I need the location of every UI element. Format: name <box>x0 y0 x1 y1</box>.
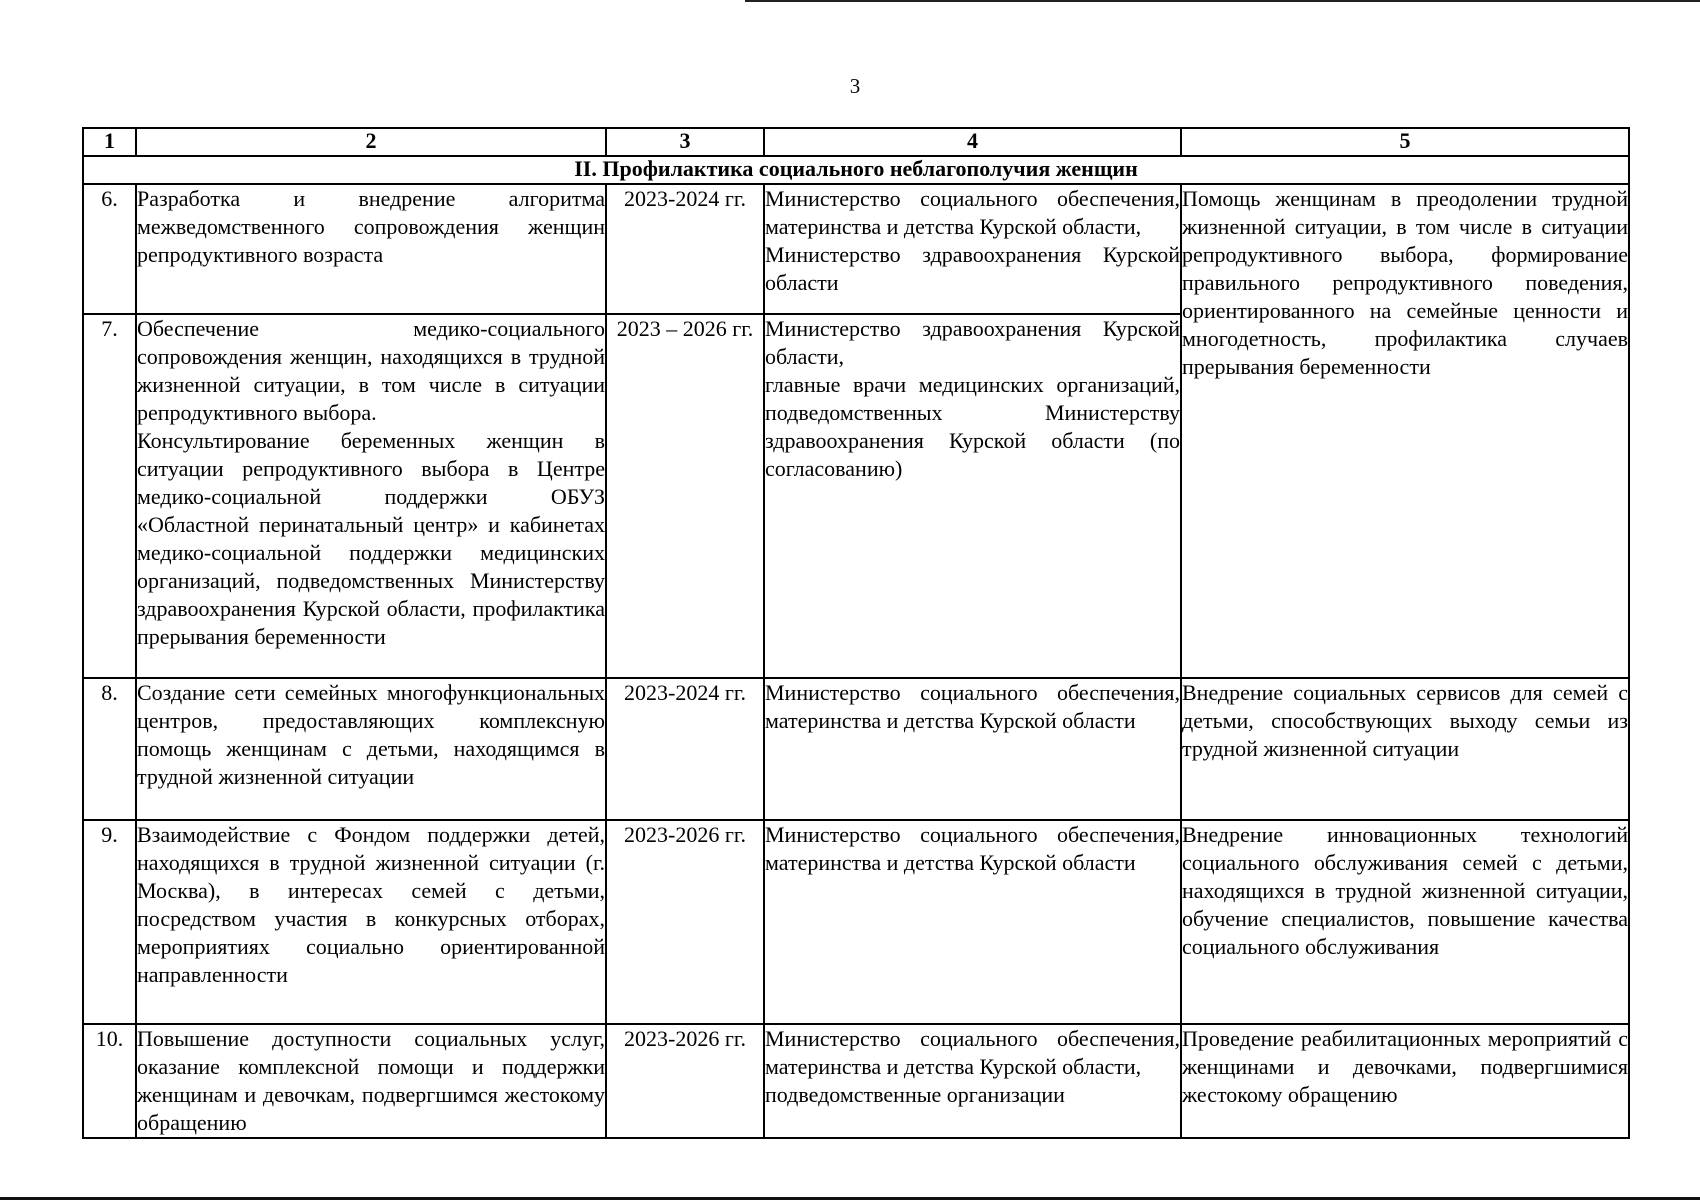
action-plan-table <box>82 127 1630 1139</box>
top-scan-edge <box>745 0 1700 2</box>
table-header-row <box>83 128 1629 156</box>
table-row <box>83 1024 1629 1138</box>
activity-cell: Повышение доступности социальных услуг, оказание комплексной помощи и поддержки женщинам и девочкам, подвергшимся жестокому обращению <box>136 1024 606 1138</box>
period-cell: 2023-2026 гг. <box>606 1024 764 1138</box>
activity-cell: Взаимодействие с Фондом поддержки детей, находящихся в трудной жизненной ситуации (г. Москва), в интересах семей с детьми, посредством участия в конкурсных отборах, мероприятиях социально ориентированной направленности <box>136 820 606 1024</box>
period-cell: 2023-2024 гг. <box>606 184 764 314</box>
responsible-cell: Министерство социального обеспечения, материнства и детства Курской области, подведомственные организации <box>764 1024 1181 1138</box>
responsible-cell: Министерство здравоохранения Курской области, главные врачи медицинских организаций, подведомственных Министерству здравоохранения Курской области (по согласованию) <box>764 314 1181 678</box>
period-cell: 2023-2024 гг. <box>606 678 764 820</box>
section-row <box>83 156 1629 184</box>
period-cell: 2023 – 2026 гг. <box>606 314 764 678</box>
table-row <box>83 820 1629 1024</box>
section-title: II. Профилактика социального неблагополучия женщин <box>83 156 1629 184</box>
column-header: 5 <box>1181 128 1629 156</box>
activity-cell: Разработка и внедрение алгоритма межведомственного сопровождения женщин репродуктивного возраста <box>136 184 606 314</box>
activity-cell: Создание сети семейных многофункциональных центров, предоставляющих комплексную помощь женщинам с детьми, находящимся в трудной жизненной ситуации <box>136 678 606 820</box>
row-number: 6. <box>83 184 136 314</box>
column-header: 3 <box>606 128 764 156</box>
responsible-cell: Министерство социального обеспечения, материнства и детства Курской области, Министерство здравоохранения Курской области <box>764 184 1181 314</box>
result-cell: Внедрение социальных сервисов для семей с детьми, способствующих выходу семьи из трудной жизненной ситуации <box>1181 678 1629 820</box>
row-number: 10. <box>83 1024 136 1138</box>
column-header: 1 <box>83 128 136 156</box>
result-cell: Проведение реабилитационных мероприятий с женщинами и девочками, подвергшимися жестокому обращению <box>1181 1024 1629 1138</box>
column-header: 2 <box>136 128 606 156</box>
row-number: 7. <box>83 314 136 678</box>
row-number: 8. <box>83 678 136 820</box>
responsible-cell: Министерство социального обеспечения, материнства и детства Курской области <box>764 678 1181 820</box>
responsible-cell: Министерство социального обеспечения, материнства и детства Курской области <box>764 820 1181 1024</box>
table-row <box>83 184 1629 314</box>
result-cell: Внедрение инновационных технологий социального обслуживания семей с детьми, находящихся в трудной жизненной ситуации, обучение специалистов, повышение качества социального обслуживания <box>1181 820 1629 1024</box>
period-cell: 2023-2026 гг. <box>606 820 764 1024</box>
page-number: 3 <box>849 74 861 98</box>
result-cell: Помощь женщинам в преодолении трудной жизненной ситуации, в том числе в ситуации репродуктивного выбора, формирование правильного репродуктивного поведения, ориентированного на семейные ценности и многодетность, профилактика случаев прерывания беременности <box>1181 184 1629 678</box>
row-number: 9. <box>83 820 136 1024</box>
column-header: 4 <box>764 128 1181 156</box>
activity-cell: Обеспечение медико-социального сопровождения женщин, находящихся в трудной жизненной ситуации, в том числе в ситуации репродуктивного выбора. Консультирование беременных женщин в ситуации репродуктивного выбора в Центре медико-социальной поддержки ОБУЗ «Областной перинатальный центр» и кабинетах медико-социальной поддержки медицинских организаций, подведомственных Министерству здравоохранения Курской области, профилактика прерывания беременности <box>136 314 606 678</box>
table-row <box>83 678 1629 820</box>
